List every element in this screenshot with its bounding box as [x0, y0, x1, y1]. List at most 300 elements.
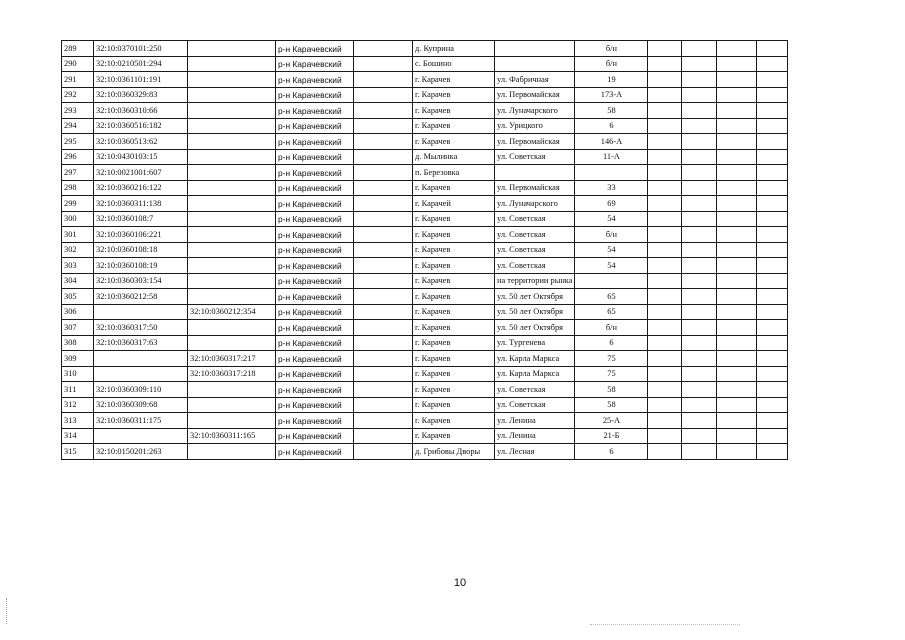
empty-cell [354, 258, 413, 274]
cadastral-number-alt-cell [188, 196, 276, 212]
empty-cell [757, 134, 788, 150]
locality-cell: г. Карачев [413, 258, 495, 274]
empty-cell [648, 413, 682, 429]
empty-cell [682, 444, 717, 460]
district-cell: р-н Карачевский [276, 351, 354, 367]
empty-cell [682, 41, 717, 57]
locality-cell: г. Карачев [413, 180, 495, 196]
row-number: 297 [62, 165, 94, 181]
district-cell: р-н Карачевский [276, 134, 354, 150]
locality-cell: г. Карачев [413, 351, 495, 367]
house-number-cell: 6 [575, 118, 648, 134]
district-cell: р-н Карачевский [276, 41, 354, 57]
empty-cell [648, 258, 682, 274]
district-cell: р-н Карачевский [276, 258, 354, 274]
table-row [62, 397, 788, 413]
row-number: 302 [62, 242, 94, 258]
locality-cell: д. Куприна [413, 41, 495, 57]
empty-cell [757, 258, 788, 274]
empty-cell [648, 211, 682, 227]
district-cell: р-н Карачевский [276, 56, 354, 72]
empty-cell [682, 258, 717, 274]
cadastral-number-alt-cell [188, 134, 276, 150]
empty-cell [717, 134, 757, 150]
empty-cell [717, 211, 757, 227]
cadastral-number-alt-cell: 32:10:0360317:218 [188, 366, 276, 382]
empty-cell [648, 382, 682, 398]
table-row [62, 196, 788, 212]
cadastral-number-alt-cell: 32:10:0360212:354 [188, 304, 276, 320]
house-number-cell: 58 [575, 103, 648, 119]
empty-cell [717, 428, 757, 444]
row-number: 312 [62, 397, 94, 413]
table-row [62, 351, 788, 367]
empty-cell [682, 134, 717, 150]
row-number: 292 [62, 87, 94, 103]
house-number-cell: 54 [575, 211, 648, 227]
table-row [62, 242, 788, 258]
cadastral-number-alt-cell [188, 397, 276, 413]
scan-noise-artifact [590, 624, 740, 626]
locality-cell: г. Карачей [413, 196, 495, 212]
cadastral-number-cell: 32:10:0360309:68 [94, 397, 188, 413]
empty-cell [648, 227, 682, 243]
locality-cell: г. Карачев [413, 382, 495, 398]
empty-cell [757, 413, 788, 429]
cadastral-number-cell [94, 351, 188, 367]
locality-cell: г. Карачев [413, 413, 495, 429]
empty-cell [717, 273, 757, 289]
table-row [62, 289, 788, 305]
cadastral-number-alt-cell [188, 242, 276, 258]
locality-cell: г. Карачев [413, 397, 495, 413]
table-row [62, 335, 788, 351]
empty-cell [648, 87, 682, 103]
house-number-cell: б/н [575, 227, 648, 243]
cadastral-number-cell: 32:10:0360108:7 [94, 211, 188, 227]
empty-cell [682, 211, 717, 227]
locality-cell: г. Карачев [413, 227, 495, 243]
house-number-cell: 65 [575, 304, 648, 320]
table-row [62, 366, 788, 382]
cadastral-number-alt-cell [188, 320, 276, 336]
empty-cell [648, 165, 682, 181]
row-number: 295 [62, 134, 94, 150]
empty-cell [757, 118, 788, 134]
empty-cell [757, 444, 788, 460]
empty-cell [717, 351, 757, 367]
empty-cell [354, 72, 413, 88]
empty-cell [648, 180, 682, 196]
row-number: 293 [62, 103, 94, 119]
cadastral-number-alt-cell [188, 211, 276, 227]
empty-cell [648, 72, 682, 88]
table-row [62, 428, 788, 444]
street-cell: ул. Фабричная [495, 72, 575, 88]
registry-table-body [62, 41, 788, 460]
empty-cell [717, 196, 757, 212]
house-number-cell [575, 165, 648, 181]
locality-cell: г. Карачев [413, 242, 495, 258]
empty-cell [648, 103, 682, 119]
district-cell: р-н Карачевский [276, 103, 354, 119]
cadastral-number-cell: 32:10:0430103:15 [94, 149, 188, 165]
row-number: 298 [62, 180, 94, 196]
row-number: 308 [62, 335, 94, 351]
cadastral-number-alt-cell: 32:10:0360317:217 [188, 351, 276, 367]
empty-cell [648, 242, 682, 258]
empty-cell [757, 41, 788, 57]
empty-cell [682, 242, 717, 258]
table-row [62, 180, 788, 196]
street-cell: ул. Советская [495, 258, 575, 274]
table-row [62, 41, 788, 57]
empty-cell [757, 397, 788, 413]
street-cell: ул. Советская [495, 227, 575, 243]
empty-cell [757, 149, 788, 165]
cadastral-number-cell: 32:10:0360329:83 [94, 87, 188, 103]
street-cell: ул. Советская [495, 149, 575, 165]
locality-cell: г. Карачев [413, 103, 495, 119]
street-cell: ул. Луначарского [495, 103, 575, 119]
table-row [62, 320, 788, 336]
table-row [62, 165, 788, 181]
street-cell: ул. Урицкого [495, 118, 575, 134]
empty-cell [648, 366, 682, 382]
house-number-cell [575, 273, 648, 289]
house-number-cell: 65 [575, 289, 648, 305]
row-number: 307 [62, 320, 94, 336]
empty-cell [717, 118, 757, 134]
cadastral-number-cell: 32:10:0360311:138 [94, 196, 188, 212]
district-cell: р-н Карачевский [276, 211, 354, 227]
empty-cell [682, 87, 717, 103]
cadastral-number-cell [94, 366, 188, 382]
district-cell: р-н Карачевский [276, 413, 354, 429]
street-cell: ул. Лесная [495, 444, 575, 460]
empty-cell [717, 149, 757, 165]
empty-cell [717, 444, 757, 460]
empty-cell [717, 304, 757, 320]
row-number: 314 [62, 428, 94, 444]
cadastral-number-alt-cell [188, 103, 276, 119]
empty-cell [682, 382, 717, 398]
row-number: 294 [62, 118, 94, 134]
empty-cell [682, 103, 717, 119]
locality-cell: г. Карачев [413, 289, 495, 305]
table-row [62, 227, 788, 243]
empty-cell [757, 428, 788, 444]
street-cell: ул. 50 лет Октября [495, 320, 575, 336]
empty-cell [717, 87, 757, 103]
empty-cell [682, 72, 717, 88]
house-number-cell: 25-А [575, 413, 648, 429]
empty-cell [757, 211, 788, 227]
row-number: 301 [62, 227, 94, 243]
cadastral-number-cell: 32:10:0360108:18 [94, 242, 188, 258]
locality-cell: г. Карачев [413, 366, 495, 382]
cadastral-number-alt-cell [188, 87, 276, 103]
table-row [62, 382, 788, 398]
empty-cell [354, 196, 413, 212]
row-number: 311 [62, 382, 94, 398]
empty-cell [648, 196, 682, 212]
empty-cell [648, 335, 682, 351]
table-row [62, 56, 788, 72]
empty-cell [717, 72, 757, 88]
locality-cell: п. Березовка [413, 165, 495, 181]
empty-cell [648, 289, 682, 305]
cadastral-number-cell: 32:10:0360303:154 [94, 273, 188, 289]
district-cell: р-н Карачевский [276, 196, 354, 212]
empty-cell [354, 165, 413, 181]
empty-cell [648, 320, 682, 336]
empty-cell [717, 165, 757, 181]
row-number: 296 [62, 149, 94, 165]
empty-cell [717, 320, 757, 336]
house-number-cell: 58 [575, 382, 648, 398]
table-row [62, 211, 788, 227]
house-number-cell: 75 [575, 366, 648, 382]
empty-cell [682, 149, 717, 165]
empty-cell [354, 41, 413, 57]
locality-cell: г. Карачев [413, 87, 495, 103]
row-number: 313 [62, 413, 94, 429]
district-cell: р-н Карачевский [276, 149, 354, 165]
cadastral-number-cell [94, 428, 188, 444]
cadastral-number-alt-cell [188, 149, 276, 165]
empty-cell [717, 41, 757, 57]
cadastral-number-alt-cell [188, 273, 276, 289]
house-number-cell: 19 [575, 72, 648, 88]
empty-cell [354, 335, 413, 351]
table-row [62, 444, 788, 460]
empty-cell [682, 165, 717, 181]
row-number: 299 [62, 196, 94, 212]
empty-cell [717, 382, 757, 398]
empty-cell [682, 180, 717, 196]
row-number: 290 [62, 56, 94, 72]
street-cell: ул. Первомайская [495, 180, 575, 196]
empty-cell [648, 351, 682, 367]
district-cell: р-н Карачевский [276, 366, 354, 382]
house-number-cell: 69 [575, 196, 648, 212]
house-number-cell: б/н [575, 320, 648, 336]
empty-cell [354, 87, 413, 103]
row-number: 291 [62, 72, 94, 88]
empty-cell [717, 397, 757, 413]
empty-cell [717, 242, 757, 258]
empty-cell [717, 366, 757, 382]
empty-cell [354, 382, 413, 398]
empty-cell [648, 428, 682, 444]
row-number: 310 [62, 366, 94, 382]
empty-cell [354, 56, 413, 72]
empty-cell [354, 304, 413, 320]
house-number-cell: 11-А [575, 149, 648, 165]
empty-cell [757, 180, 788, 196]
empty-cell [757, 227, 788, 243]
empty-cell [354, 397, 413, 413]
cadastral-number-cell: 32:10:0360317:50 [94, 320, 188, 336]
street-cell: ул. Советская [495, 382, 575, 398]
district-cell: р-н Карачевский [276, 72, 354, 88]
district-cell: р-н Карачевский [276, 335, 354, 351]
cadastral-number-cell: 32:10:0370101:250 [94, 41, 188, 57]
empty-cell [648, 134, 682, 150]
empty-cell [354, 413, 413, 429]
cadastral-number-alt-cell [188, 289, 276, 305]
empty-cell [354, 351, 413, 367]
empty-cell [757, 196, 788, 212]
empty-cell [682, 428, 717, 444]
empty-cell [757, 273, 788, 289]
district-cell: р-н Карачевский [276, 428, 354, 444]
cadastral-number-alt-cell [188, 382, 276, 398]
cadastral-number-cell: 32:10:0360310:66 [94, 103, 188, 119]
locality-cell: г. Карачев [413, 273, 495, 289]
locality-cell: г. Карачев [413, 118, 495, 134]
empty-cell [354, 103, 413, 119]
house-number-cell: 58 [575, 397, 648, 413]
cadastral-number-cell: 32:10:0360317:63 [94, 335, 188, 351]
empty-cell [682, 304, 717, 320]
house-number-cell: 75 [575, 351, 648, 367]
street-cell: ул. Карла Маркса [495, 366, 575, 382]
locality-cell: г. Карачев [413, 211, 495, 227]
cadastral-number-cell [94, 304, 188, 320]
empty-cell [757, 289, 788, 305]
street-cell: ул. Ленина [495, 413, 575, 429]
house-number-cell: 33 [575, 180, 648, 196]
empty-cell [717, 56, 757, 72]
row-number: 309 [62, 351, 94, 367]
table-row [62, 103, 788, 119]
row-number: 303 [62, 258, 94, 274]
empty-cell [682, 118, 717, 134]
empty-cell [682, 413, 717, 429]
empty-cell [648, 444, 682, 460]
cadastral-number-alt-cell: 32:10:0360311:165 [188, 428, 276, 444]
cadastral-number-cell: 32:10:0360212:58 [94, 289, 188, 305]
house-number-cell: 6 [575, 335, 648, 351]
house-number-cell: 146-А [575, 134, 648, 150]
empty-cell [354, 273, 413, 289]
cadastral-number-cell: 32:10:0360216:122 [94, 180, 188, 196]
house-number-cell: 54 [575, 242, 648, 258]
row-number: 304 [62, 273, 94, 289]
empty-cell [757, 335, 788, 351]
row-number: 315 [62, 444, 94, 460]
empty-cell [717, 103, 757, 119]
empty-cell [757, 103, 788, 119]
empty-cell [757, 304, 788, 320]
cadastral-number-alt-cell [188, 118, 276, 134]
locality-cell: д. Грибовы Дворы [413, 444, 495, 460]
page-number: 10 [453, 577, 467, 589]
empty-cell [648, 304, 682, 320]
district-cell: р-н Карачевский [276, 289, 354, 305]
district-cell: р-н Карачевский [276, 320, 354, 336]
cadastral-number-alt-cell [188, 165, 276, 181]
table-row [62, 304, 788, 320]
district-cell: р-н Карачевский [276, 227, 354, 243]
cadastral-number-cell: 32:10:0360108:19 [94, 258, 188, 274]
empty-cell [757, 56, 788, 72]
empty-cell [682, 196, 717, 212]
table-row [62, 134, 788, 150]
cadastral-number-cell: 32:10:0361101:191 [94, 72, 188, 88]
table-row [62, 72, 788, 88]
cadastral-number-cell: 32:10:0360513:62 [94, 134, 188, 150]
district-cell: р-н Карачевский [276, 273, 354, 289]
empty-cell [757, 242, 788, 258]
empty-cell [757, 351, 788, 367]
empty-cell [354, 149, 413, 165]
table-row [62, 413, 788, 429]
empty-cell [717, 413, 757, 429]
row-number: 300 [62, 211, 94, 227]
empty-cell [354, 428, 413, 444]
empty-cell [757, 72, 788, 88]
registry-table [61, 40, 788, 460]
locality-cell: г. Карачев [413, 304, 495, 320]
empty-cell [717, 180, 757, 196]
district-cell: р-н Карачевский [276, 87, 354, 103]
cadastral-number-cell: 32:10:0360106:221 [94, 227, 188, 243]
street-cell [495, 165, 575, 181]
cadastral-number-alt-cell [188, 180, 276, 196]
street-cell: ул. Тургенева [495, 335, 575, 351]
street-cell: ул. Карла Маркса [495, 351, 575, 367]
empty-cell [757, 382, 788, 398]
cadastral-number-cell: 32:10:0210501:294 [94, 56, 188, 72]
street-cell: ул. Ленина [495, 428, 575, 444]
row-number: 306 [62, 304, 94, 320]
street-cell: ул. 50 лет Октября [495, 289, 575, 305]
locality-cell: г. Карачев [413, 134, 495, 150]
table-row [62, 87, 788, 103]
district-cell: р-н Карачевский [276, 397, 354, 413]
cadastral-number-cell: 32:10:0021001:607 [94, 165, 188, 181]
empty-cell [354, 118, 413, 134]
row-number: 289 [62, 41, 94, 57]
street-cell: ул. Луначарского [495, 196, 575, 212]
house-number-cell: 173-А [575, 87, 648, 103]
empty-cell [682, 351, 717, 367]
cadastral-number-alt-cell [188, 56, 276, 72]
street-cell: ул. Советская [495, 211, 575, 227]
street-cell [495, 41, 575, 57]
district-cell: р-н Карачевский [276, 180, 354, 196]
locality-cell: г. Карачев [413, 335, 495, 351]
district-cell: р-н Карачевский [276, 304, 354, 320]
empty-cell [717, 335, 757, 351]
empty-cell [354, 211, 413, 227]
street-cell: ул. Советская [495, 397, 575, 413]
district-cell: р-н Карачевский [276, 118, 354, 134]
empty-cell [682, 397, 717, 413]
table-row [62, 118, 788, 134]
row-number: 305 [62, 289, 94, 305]
empty-cell [682, 320, 717, 336]
house-number-cell: б/н [575, 41, 648, 57]
locality-cell: г. Карачев [413, 72, 495, 88]
empty-cell [648, 41, 682, 57]
house-number-cell: б/н [575, 56, 648, 72]
district-cell: р-н Карачевский [276, 242, 354, 258]
empty-cell [354, 366, 413, 382]
